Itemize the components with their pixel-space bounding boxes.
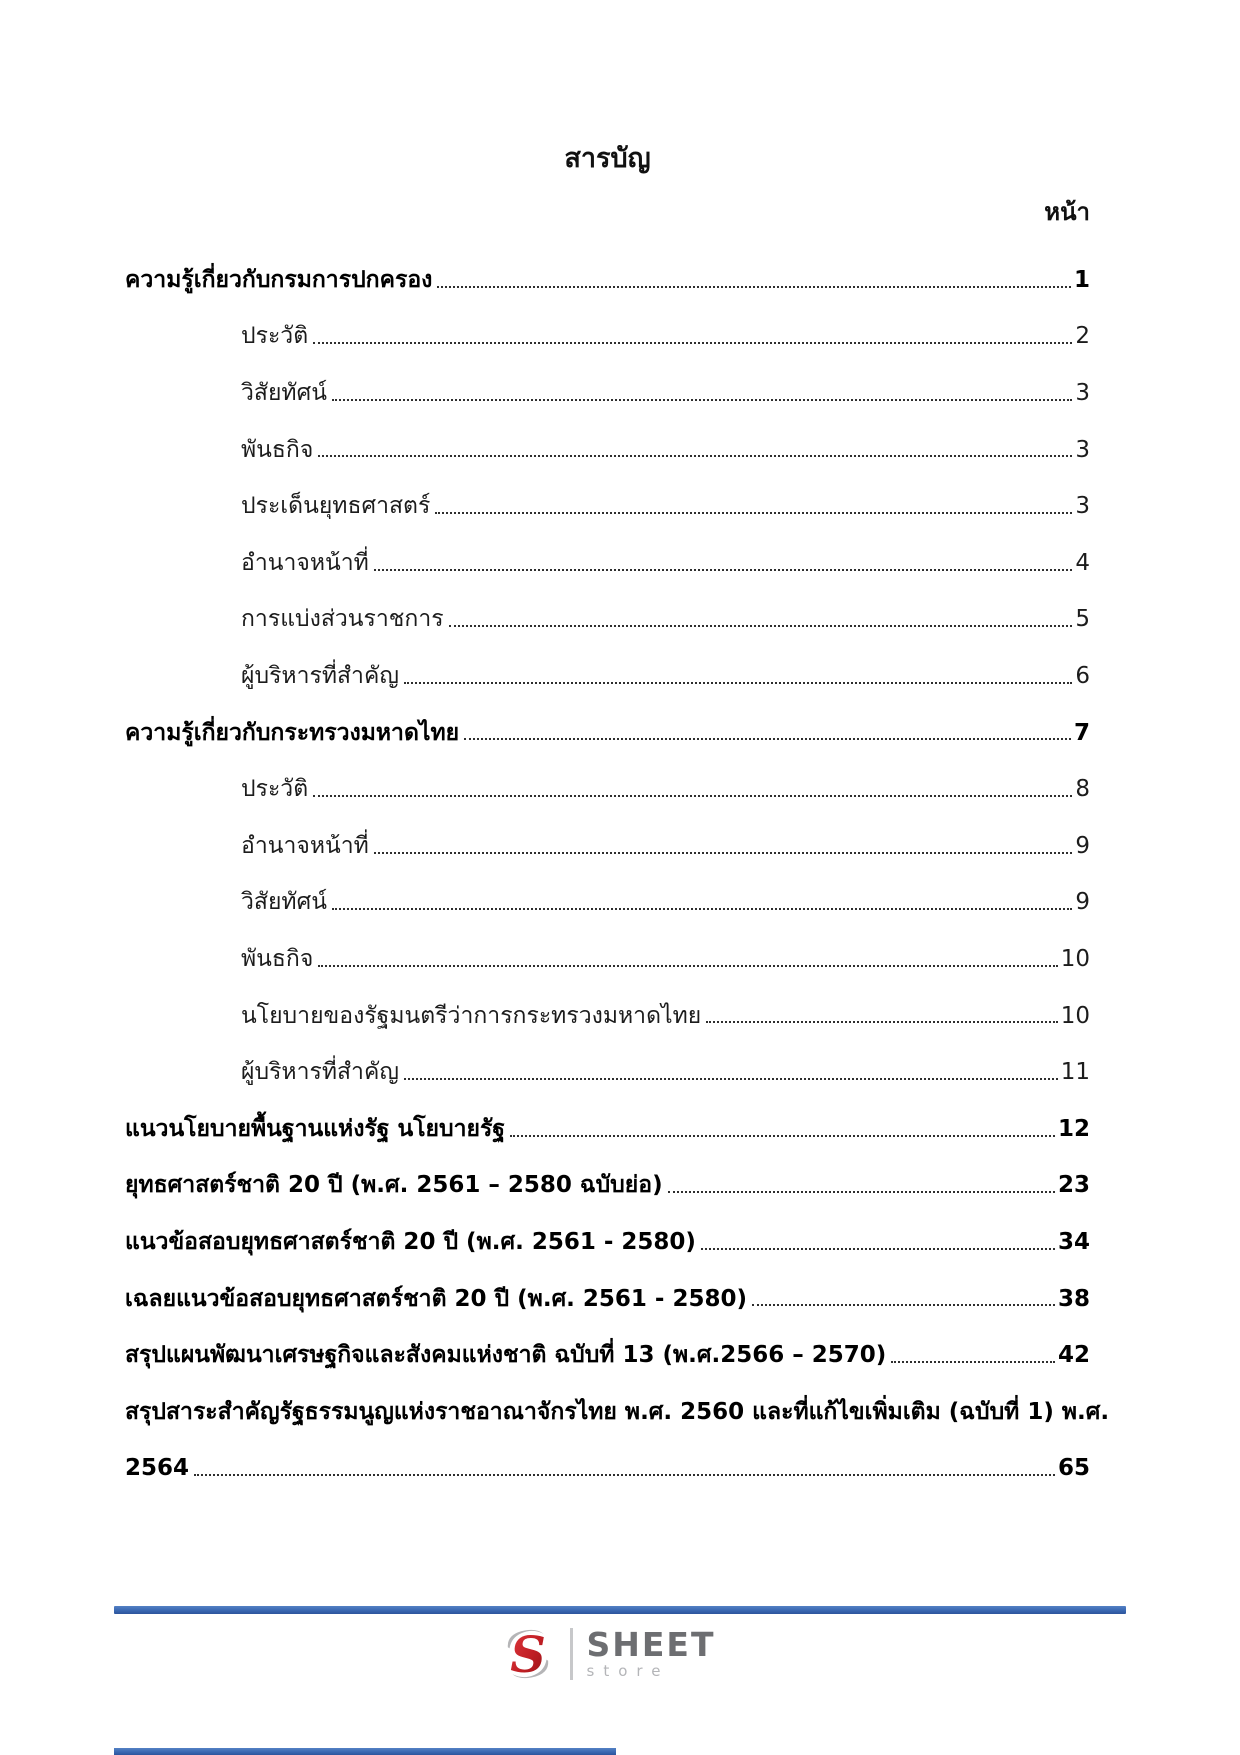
toc-entry-page-number: 65 bbox=[1057, 1455, 1090, 1482]
toc-dot-leader bbox=[435, 512, 1072, 514]
footer-logo bbox=[125, 1626, 1090, 1682]
toc-entry bbox=[125, 1257, 1090, 1314]
toc-dot-leader bbox=[701, 1248, 1055, 1250]
toc-entry-page-number: 23 bbox=[1057, 1172, 1090, 1199]
toc-entry-page-number: 11 bbox=[1060, 1059, 1090, 1086]
toc-entry-label: นโยบายของรัฐมนตรีว่าการกระทรวงมหาดไทย bbox=[241, 1002, 702, 1029]
toc-entry bbox=[125, 804, 1090, 861]
toc-dot-leader bbox=[332, 908, 1072, 910]
toc-entry-page-number: 12 bbox=[1057, 1115, 1090, 1142]
toc-entry-label: วิสัยทัศน์ bbox=[241, 889, 327, 916]
page-title: สารบัญ bbox=[564, 143, 651, 174]
toc-dot-leader bbox=[891, 1361, 1055, 1363]
logo-text bbox=[586, 1625, 716, 1681]
toc-entry bbox=[125, 1030, 1090, 1087]
toc-entry bbox=[125, 1144, 1090, 1201]
toc-entry bbox=[125, 351, 1090, 408]
toc-dot-leader bbox=[318, 965, 1057, 967]
sheet-store-logo-icon bbox=[500, 1626, 556, 1682]
toc-entry-label: แนวนโยบายพื้นฐานแห่งรัฐ นโยบายรัฐ bbox=[125, 1115, 506, 1142]
toc-entry-page-number: 10 bbox=[1060, 945, 1090, 972]
toc-entry bbox=[125, 1200, 1090, 1257]
toc-dot-leader bbox=[374, 569, 1073, 571]
toc-dot-leader bbox=[313, 795, 1072, 797]
toc-entry bbox=[125, 974, 1090, 1031]
toc-dot-leader bbox=[706, 1021, 1057, 1023]
toc-entry-page-number: 42 bbox=[1057, 1342, 1090, 1369]
toc-entry-page-number: 3 bbox=[1075, 436, 1090, 463]
toc-entry-label: ประวัติ bbox=[241, 323, 309, 350]
toc-entry bbox=[125, 861, 1090, 918]
toc-entry bbox=[125, 295, 1090, 352]
toc-entry-label: ยุทธศาสตร์ชาติ 20 ปี (พ.ศ. 2561 – 2580 ฉบับย่อ) bbox=[125, 1172, 663, 1199]
toc-entry-page-number: 1 bbox=[1073, 266, 1090, 293]
footer-divider-rule bbox=[114, 1606, 1126, 1614]
toc-dot-leader bbox=[318, 455, 1072, 457]
toc-entry-label: สรุปสาระสำคัญรัฐธรรมนูญแห่งราชอาณาจักรไทย พ.ศ. 2560 และที่แก้ไขเพิ่มเติม (ฉบับที่ 1) พ.ศ. bbox=[125, 1398, 1110, 1425]
toc-dot-leader bbox=[437, 286, 1071, 288]
toc-entry bbox=[125, 238, 1090, 295]
toc-entry-page-number: 9 bbox=[1075, 832, 1090, 859]
toc-entry-page-number: 3 bbox=[1075, 493, 1090, 520]
toc-dot-leader bbox=[510, 1135, 1055, 1137]
toc-entry-label: วิสัยทัศน์ bbox=[241, 380, 327, 407]
toc-entry bbox=[125, 1313, 1090, 1370]
toc-dot-leader bbox=[313, 342, 1072, 344]
toc-entry-page-number: 8 bbox=[1075, 776, 1090, 803]
toc-dot-leader bbox=[752, 1304, 1055, 1306]
toc-entry bbox=[125, 634, 1090, 691]
svg-text:S: S bbox=[509, 1626, 546, 1682]
table-of-contents bbox=[125, 238, 1110, 1483]
toc-entry-label: ประวัติ bbox=[241, 776, 309, 803]
toc-entry-label: การแบ่งส่วนราชการ bbox=[241, 606, 444, 633]
toc-entry bbox=[125, 1426, 1090, 1483]
toc-entry-page-number: 4 bbox=[1075, 549, 1090, 576]
toc-entry bbox=[125, 464, 1090, 521]
toc-dot-leader bbox=[194, 1474, 1055, 1476]
toc-dot-leader bbox=[404, 682, 1072, 684]
toc-entry-page-number: 2 bbox=[1075, 323, 1090, 350]
toc-entry-label: ผู้บริหารที่สำคัญ bbox=[241, 1059, 399, 1086]
logo-brand-name: SHEET bbox=[586, 1625, 716, 1665]
toc-entry-label: อำนาจหน้าที่ bbox=[241, 832, 369, 859]
toc-entry-label: ความรู้เกี่ยวกับกระทรวงมหาดไทย bbox=[125, 719, 460, 746]
toc-entry-page-number: 10 bbox=[1060, 1002, 1090, 1029]
toc-entry bbox=[125, 1087, 1090, 1144]
toc-entry bbox=[125, 578, 1090, 635]
toc-entry bbox=[125, 521, 1090, 578]
toc-entry-page-number: 3 bbox=[1075, 380, 1090, 407]
toc-entry-label: ประเด็นยุทธศาสตร์ bbox=[241, 493, 431, 520]
toc-entry bbox=[125, 408, 1090, 465]
toc-entry bbox=[125, 747, 1090, 804]
toc-entry-page-number: 38 bbox=[1057, 1285, 1090, 1312]
logo-brand-subtitle: store bbox=[586, 1662, 670, 1681]
toc-entry-label: พันธกิจ bbox=[241, 436, 314, 463]
logo-divider bbox=[570, 1628, 573, 1680]
next-page-rule-fragment bbox=[114, 1748, 616, 1755]
toc-entry-page-number: 9 bbox=[1075, 889, 1090, 916]
toc-dot-leader bbox=[449, 625, 1073, 627]
toc-dot-leader bbox=[668, 1191, 1055, 1193]
toc-entry bbox=[125, 1370, 1110, 1427]
toc-entry-label: เฉลยแนวข้อสอบยุทธศาสตร์ชาติ 20 ปี (พ.ศ. 2561 - 2580) bbox=[125, 1285, 748, 1312]
toc-dot-leader bbox=[464, 738, 1071, 740]
toc-entry-label: สรุปแผนพัฒนาเศรษฐกิจและสังคมแห่งชาติ ฉบับที่ 13 (พ.ศ.2566 – 2570) bbox=[125, 1342, 887, 1369]
toc-entry-page-number: 6 bbox=[1075, 663, 1090, 689]
toc-entry-label: 2564 bbox=[125, 1455, 190, 1482]
toc-entry bbox=[125, 691, 1090, 748]
toc-entry-label: ความรู้เกี่ยวกับกรมการปกครอง bbox=[125, 266, 433, 293]
toc-entry-label: พันธกิจ bbox=[241, 945, 314, 972]
toc-entry bbox=[125, 917, 1090, 974]
toc-entry-page-number: 34 bbox=[1057, 1228, 1090, 1255]
toc-dot-leader bbox=[404, 1078, 1058, 1080]
toc-entry-label: อำนาจหน้าที่ bbox=[241, 549, 369, 576]
toc-entry-page-number: 7 bbox=[1073, 719, 1090, 746]
page-number-column-header: หน้า bbox=[1044, 198, 1090, 226]
toc-dot-leader bbox=[332, 399, 1072, 401]
toc-entry-label: แนวข้อสอบยุทธศาสตร์ชาติ 20 ปี (พ.ศ. 2561 - 2580) bbox=[125, 1228, 696, 1255]
toc-entry-page-number: 5 bbox=[1075, 606, 1090, 633]
toc-dot-leader bbox=[374, 852, 1073, 854]
toc-entry-label: ผู้บริหารที่สำคัญ bbox=[241, 663, 399, 689]
